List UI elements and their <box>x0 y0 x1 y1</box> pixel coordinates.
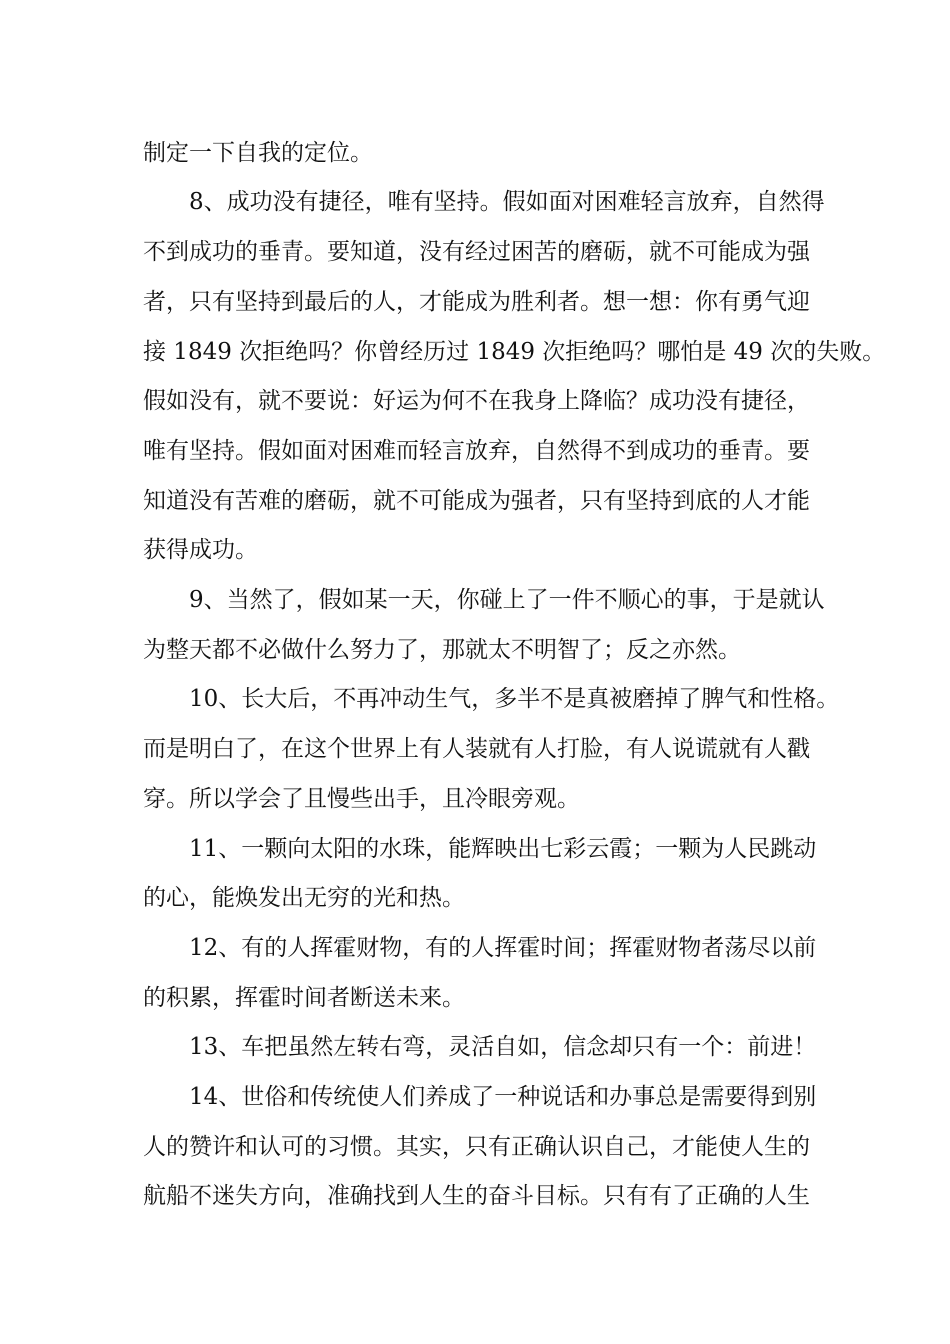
text-line: 知道没有苦难的磨砺，就不可能成为强者，只有坚持到底的人才能 <box>143 488 810 514</box>
text-line: 而是明白了，在这个世界上有人装就有人打脸，有人说谎就有人戳 <box>143 736 810 762</box>
text-line: 制定一下自我的定位。 <box>143 140 373 166</box>
text-line: 的心，能焕发出无穷的光和热。 <box>143 885 465 911</box>
text-line: 获得成功。 <box>143 537 258 563</box>
text-line: 者，只有坚持到最后的人，才能成为胜利者。想一想：你有勇气迎 <box>143 289 810 315</box>
text-line: 9、当然了，假如某一天，你碰上了一件不顺心的事，于是就认 <box>189 587 825 613</box>
text-line: 为整天都不必做什么努力了，那就太不明智了；反之亦然。 <box>143 637 741 663</box>
text-line: 8、成功没有捷径，唯有坚持。假如面对困难轻言放弃，自然得 <box>189 189 825 215</box>
text-line: 14、世俗和传统使人们养成了一种说话和办事总是需要得到别 <box>189 1084 817 1110</box>
text-line: 接 1849 次拒绝吗？你曾经历过 1849 次拒绝吗？哪怕是 49 次的失败。 <box>143 339 886 365</box>
text-line: 唯有坚持。假如面对困难而轻言放弃，自然得不到成功的垂青。要 <box>143 438 810 464</box>
text-line: 11、一颗向太阳的水珠，能辉映出七彩云霞；一颗为人民跳动 <box>189 836 817 862</box>
text-line: 10、长大后，不再冲动生气，多半不是真被磨掉了脾气和性格。 <box>189 686 840 712</box>
text-line: 不到成功的垂青。要知道，没有经过困苦的磨砺，就不可能成为强 <box>143 239 810 265</box>
text-line: 假如没有，就不要说：好运为何不在我身上降临？成功没有捷径， <box>143 388 810 414</box>
text-line: 人的赞许和认可的习惯。其实，只有正确认识自己，才能使人生的 <box>143 1134 810 1160</box>
text-line: 航船不迷失方向，准确找到人生的奋斗目标。只有有了正确的人生 <box>143 1183 810 1209</box>
text-line: 12、有的人挥霍财物，有的人挥霍时间；挥霍财物者荡尽以前 <box>189 935 817 961</box>
text-line: 穿。所以学会了且慢些出手，且冷眼旁观。 <box>143 786 580 812</box>
text-line: 的积累，挥霍时间者断送未来。 <box>143 985 465 1011</box>
text-line: 13、车把虽然左转右弯，灵活自如，信念却只有一个：前进！ <box>189 1034 817 1060</box>
